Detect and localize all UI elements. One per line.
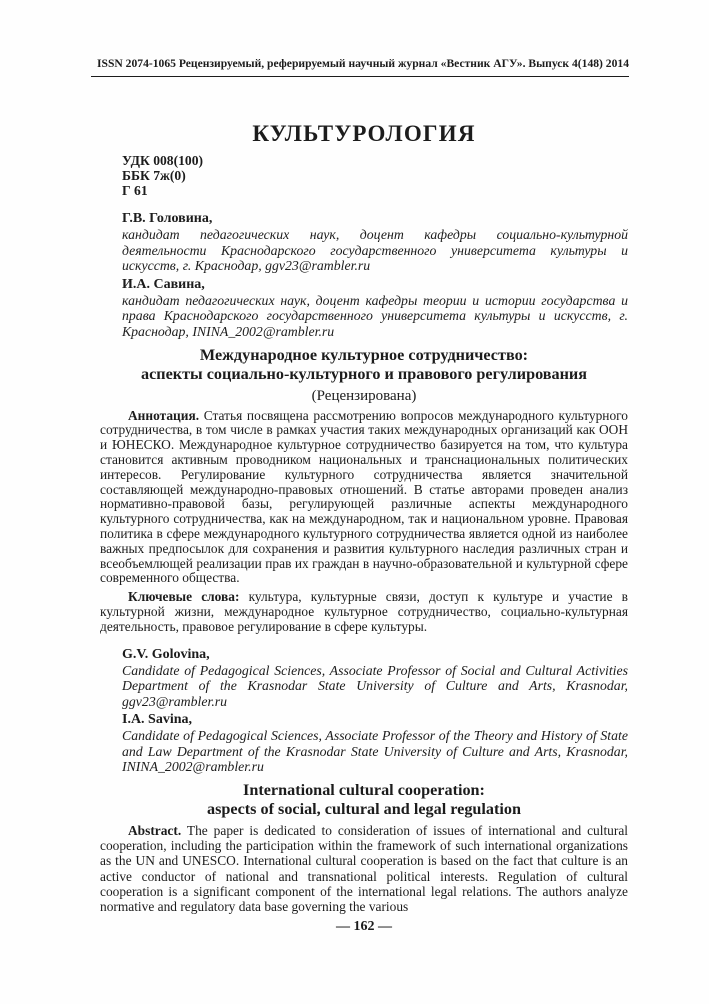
authors-ru-block bbox=[100, 211, 628, 340]
article-title-ru-line1: Международное культурное сотрудничество: bbox=[199, 345, 529, 364]
bbk-line: ББК 7ж(0) bbox=[122, 168, 186, 183]
page-content bbox=[100, 121, 628, 935]
author-name: Г.В. Головина, bbox=[122, 211, 213, 226]
author-ru-1 bbox=[122, 211, 628, 274]
author-name: И.А. Савина, bbox=[122, 276, 205, 292]
author-affiliation: кандидат педагогических наук, доцент кафедры социально-культурной деятельности Краснодарского государственного университета культуры и искусств, г. Краснодар, ggv23@rambler.ru bbox=[122, 227, 628, 274]
article-title-ru-line2: аспекты социально-культурного и правового регулирования bbox=[140, 364, 588, 383]
abstract-en bbox=[100, 823, 628, 914]
author-name: G.V. Golovina, bbox=[122, 646, 210, 662]
abstract-en-label: Abstract. bbox=[128, 823, 182, 839]
author-name: I.A. Savina, bbox=[122, 712, 193, 728]
keywords-ru bbox=[100, 590, 628, 634]
section-title: КУЛЬТУРОЛОГИЯ bbox=[252, 121, 476, 146]
abstract-ru-label: Аннотация. bbox=[128, 407, 200, 423]
page-number: — 162 — bbox=[336, 919, 392, 935]
classification-block bbox=[100, 153, 628, 198]
author-en-1 bbox=[122, 647, 628, 710]
journal-header-text: ISSN 2074-1065 Рецензируемый, реферируемый научный журнал «Вестник АГУ». Выпуск 4(148) 2014 bbox=[97, 57, 629, 70]
journal-header bbox=[91, 56, 629, 77]
keywords-ru-label: Ключевые слова: bbox=[128, 589, 240, 605]
abstract-en-text: The paper is dedicated to consideration of issues of international and cultural cooperation, including the participation within the framework of such international organizations as the UN and UNESCO. International cultural cooperation is based on the fact that culture is an active conductor of national and transnational political interests. Regulation of cultural cooperation is a significant component of the international legal relations. The authors analyze normative and regulatory data base governing the various bbox=[100, 823, 628, 915]
article-title-ru bbox=[100, 346, 628, 384]
reviewed-note: (Рецензирована) bbox=[311, 387, 417, 404]
author-en-2 bbox=[122, 712, 628, 775]
authors-en-block bbox=[100, 647, 628, 776]
author-affiliation: кандидат педагогических наук, доцент кафедры теории и истории государства и права Краснодарского государственного университета культуры и искусств, г. Краснодар, ININA_2002@rambler.ru bbox=[122, 292, 628, 339]
author-affiliation: Candidate of Pedagogical Sciences, Associate Professor of Social and Cultural Activities Department of the Krasnodar State University of Culture and Arts, Krasnodar, ggv23@rambler.ru bbox=[122, 662, 628, 709]
article-title-en-line2: aspects of social, cultural and legal regulation bbox=[206, 800, 521, 819]
abstract-ru bbox=[100, 409, 628, 587]
author-ru-2 bbox=[122, 277, 628, 340]
abstract-ru-text: Статья посвящена рассмотрению вопросов международного культурного сотрудничества, в том числе в рамках участия таких международных организаций как ООН и ЮНЕСКО. Международное культурное сотрудничество базируется на том, что культура становится активным проводником национальных и транснациональных политических интересов. Регулирование культурного сотрудничества является значительной составляющей международно-правовых отношений. В статье авторами проведен анализ нормативно-правовой базы, регулирующей различные аспекты международного культурного сотрудничества, как на международном, так и национальном уровне. Правовая политика в сфере международного культурного сотрудничества является одной из наиболее важных предпосылок для сохранения и развития культурного наследия различных стран и всеобъемлющей реализации прав их граждан в научно-образовательной и культурной сфере современного общества. bbox=[100, 407, 628, 586]
keywords-ru-text: культура, культурные связи, доступ к культуре и участие в культурной жизни, международное культурное сотрудничество, социально-культурная деятельность, правовое регулирование в сфере культуры. bbox=[100, 589, 628, 634]
article-title-en bbox=[100, 781, 628, 819]
author-affiliation: Candidate of Pedagogical Sciences, Associate Professor of the Theory and History of State and Law Department of the Krasnodar State University of Culture and Arts, Krasnodar, ININA_2002@rambler.ru bbox=[122, 728, 628, 775]
article-title-en-line1: International cultural cooperation: bbox=[243, 781, 485, 800]
author-code-line: Г 61 bbox=[122, 183, 148, 198]
udc-line: УДК 008(100) bbox=[122, 153, 204, 168]
